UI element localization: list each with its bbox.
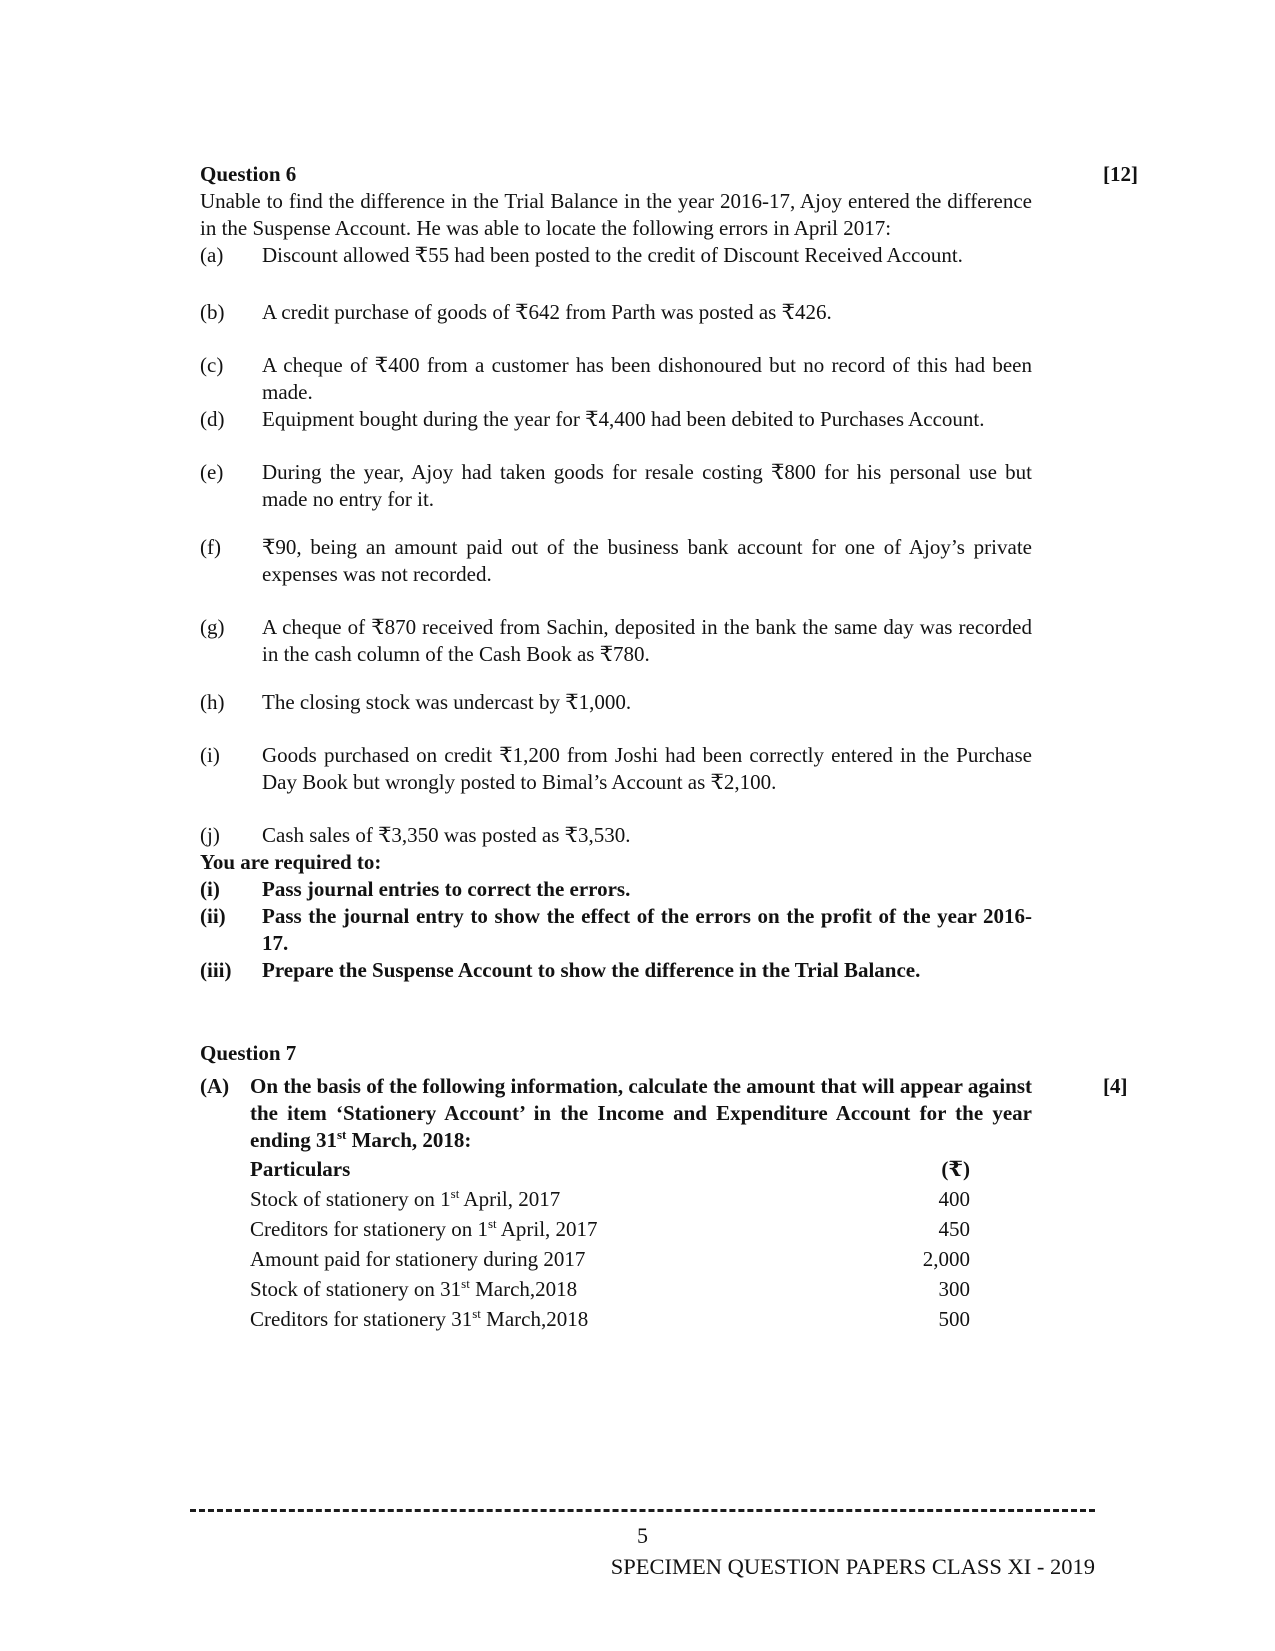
q6-item-i — [200, 742, 1032, 796]
row-superscript: st — [450, 1186, 460, 1201]
row-text-post: April, 2017 — [459, 1187, 561, 1211]
q6-item-e-text: During the year, Ajoy had taken goods for resale costing ₹800 for his personal use but made no entry for it. — [262, 460, 1032, 511]
q6-required-ii-label: (ii) — [200, 904, 226, 928]
table-row — [250, 1214, 970, 1244]
q6-item-j-text: Cash sales of ₹3,350 was posted as ₹3,530. — [262, 823, 631, 847]
q6-item-e-label: (e) — [200, 460, 224, 484]
q6-item-c — [200, 352, 1032, 406]
q6-item-j-label: (j) — [200, 823, 220, 847]
q6-required-i — [200, 876, 1032, 903]
q6-item-j — [200, 822, 1032, 849]
q6-required-heading: You are required to: — [200, 850, 382, 874]
header-amount: (₹) — [941, 1157, 970, 1181]
q6-item-g-text: A cheque of ₹870 received from Sachin, deposited in the bank the same day was recorded in the cash column of the Cash Book as ₹780. — [262, 615, 1032, 666]
row-particulars — [250, 1214, 850, 1244]
q7-intro-part2: March, 2018: — [346, 1128, 472, 1152]
question7-title: Question 7 — [200, 1041, 297, 1065]
q7-part-a — [200, 1073, 1032, 1334]
q6-item-a-text: Discount allowed ₹55 had been posted to the credit of Discount Received Account. — [262, 243, 963, 267]
table-row — [250, 1244, 970, 1274]
q6-item-i-text: Goods purchased on credit ₹1,200 from Joshi had been correctly entered in the Purchase Day Book but wrongly posted to Bimal’s Account as ₹2,100. — [262, 743, 1032, 794]
q6-item-c-label: (c) — [200, 353, 224, 377]
row-text-post: March,2018 — [480, 1307, 589, 1331]
q6-item-d — [200, 406, 1032, 433]
q6-item-g-label: (g) — [200, 615, 225, 639]
question6-marks: [12] — [1103, 162, 1138, 186]
q6-item-h — [200, 689, 1032, 716]
row-superscript: st — [461, 1276, 470, 1291]
stationery-statement-table — [250, 1154, 970, 1334]
row-text: Creditors for stationery on 1 — [250, 1217, 488, 1241]
q6-item-f-text: ₹90, being an amount paid out of the business bank account for one of Ajoy’s private expenses was not recorded. — [262, 535, 1032, 586]
row-amount: 400 — [938, 1187, 970, 1211]
q6-item-h-text: The closing stock was undercast by ₹1,000. — [262, 690, 632, 714]
row-text: Creditors for stationery 31 — [250, 1307, 473, 1331]
question7-section — [200, 1040, 1032, 1334]
row-amount: 2,000 — [922, 1247, 970, 1271]
footer-dashed-divider — [190, 1509, 1095, 1512]
q6-required-ii-text: Pass the journal entry to show the effect of the errors on the profit of the year 2016-17. — [262, 904, 1032, 955]
q7-intro-part1: On the basis of the following information, calculate the amount that will appear against the item ‘Stationery Account’ in the Income and Expenditure Account for the year ending 31 — [250, 1074, 1032, 1152]
q6-required-iii-label: (iii) — [200, 958, 232, 982]
question6-title: Question 6 — [200, 162, 297, 186]
row-text: Amount paid for stationery during 2017 — [250, 1247, 586, 1271]
q6-item-e — [200, 459, 1032, 513]
q6-required-i-label: (i) — [200, 877, 220, 901]
q6-item-a-label: (a) — [200, 243, 224, 267]
q7-part-a-label: (A) — [200, 1074, 230, 1098]
q7-intro-superscript: st — [336, 1127, 347, 1142]
row-particulars — [250, 1244, 850, 1274]
row-particulars — [250, 1304, 850, 1334]
row-text-post: April, 2017 — [496, 1217, 598, 1241]
q6-item-g — [200, 614, 1032, 668]
question6-intro: Unable to find the difference in the Trial Balance in the year 2016-17, Ajoy entered the difference in the Suspense Account. He was able to locate the following errors in April 2017: — [200, 189, 1032, 240]
q6-required-i-text: Pass journal entries to correct the errors. — [262, 877, 631, 901]
q6-item-b-label: (b) — [200, 300, 225, 324]
question6-section — [200, 161, 1032, 984]
q6-item-d-label: (d) — [200, 407, 225, 431]
q6-item-i-label: (i) — [200, 743, 220, 767]
question7-marks: [4] — [1103, 1074, 1128, 1098]
row-particulars — [250, 1184, 850, 1214]
row-amount: 300 — [938, 1277, 970, 1301]
q7-part-a-text — [250, 1073, 1032, 1334]
row-text: Stock of stationery on 31 — [250, 1277, 462, 1301]
row-text: Stock of stationery on 1 — [250, 1187, 451, 1211]
q6-item-f — [200, 534, 1032, 588]
row-amount: 450 — [938, 1217, 970, 1241]
q6-item-a — [200, 242, 1032, 269]
row-text-post: March,2018 — [469, 1277, 578, 1301]
page-number: 5 — [637, 1523, 648, 1548]
q6-item-f-label: (f) — [200, 535, 221, 559]
q6-item-h-label: (h) — [200, 690, 225, 714]
q6-item-c-text: A cheque of ₹400 from a customer has been dishonoured but no record of this had been made. — [262, 353, 1032, 404]
q6-item-d-text: Equipment bought during the year for ₹4,400 had been debited to Purchases Account. — [262, 407, 985, 431]
header-particulars: Particulars — [250, 1157, 351, 1181]
row-amount: 500 — [938, 1307, 970, 1331]
q6-item-b-text: A credit purchase of goods of ₹642 from Parth was posted as ₹426. — [262, 300, 832, 324]
table-row — [250, 1304, 970, 1334]
q6-required-ii — [200, 903, 1032, 957]
table-row — [250, 1274, 970, 1304]
q6-required-iii-text: Prepare the Suspense Account to show the difference in the Trial Balance. — [262, 958, 921, 982]
table-row — [250, 1184, 970, 1214]
table-header-row — [250, 1154, 970, 1184]
row-superscript: st — [472, 1306, 481, 1321]
q6-item-b — [200, 299, 1032, 326]
footer-title: SPECIMEN QUESTION PAPERS CLASS XI - 2019 — [610, 1554, 1095, 1579]
row-superscript: st — [487, 1216, 497, 1231]
row-particulars — [250, 1274, 850, 1304]
q6-required-iii — [200, 957, 1032, 984]
